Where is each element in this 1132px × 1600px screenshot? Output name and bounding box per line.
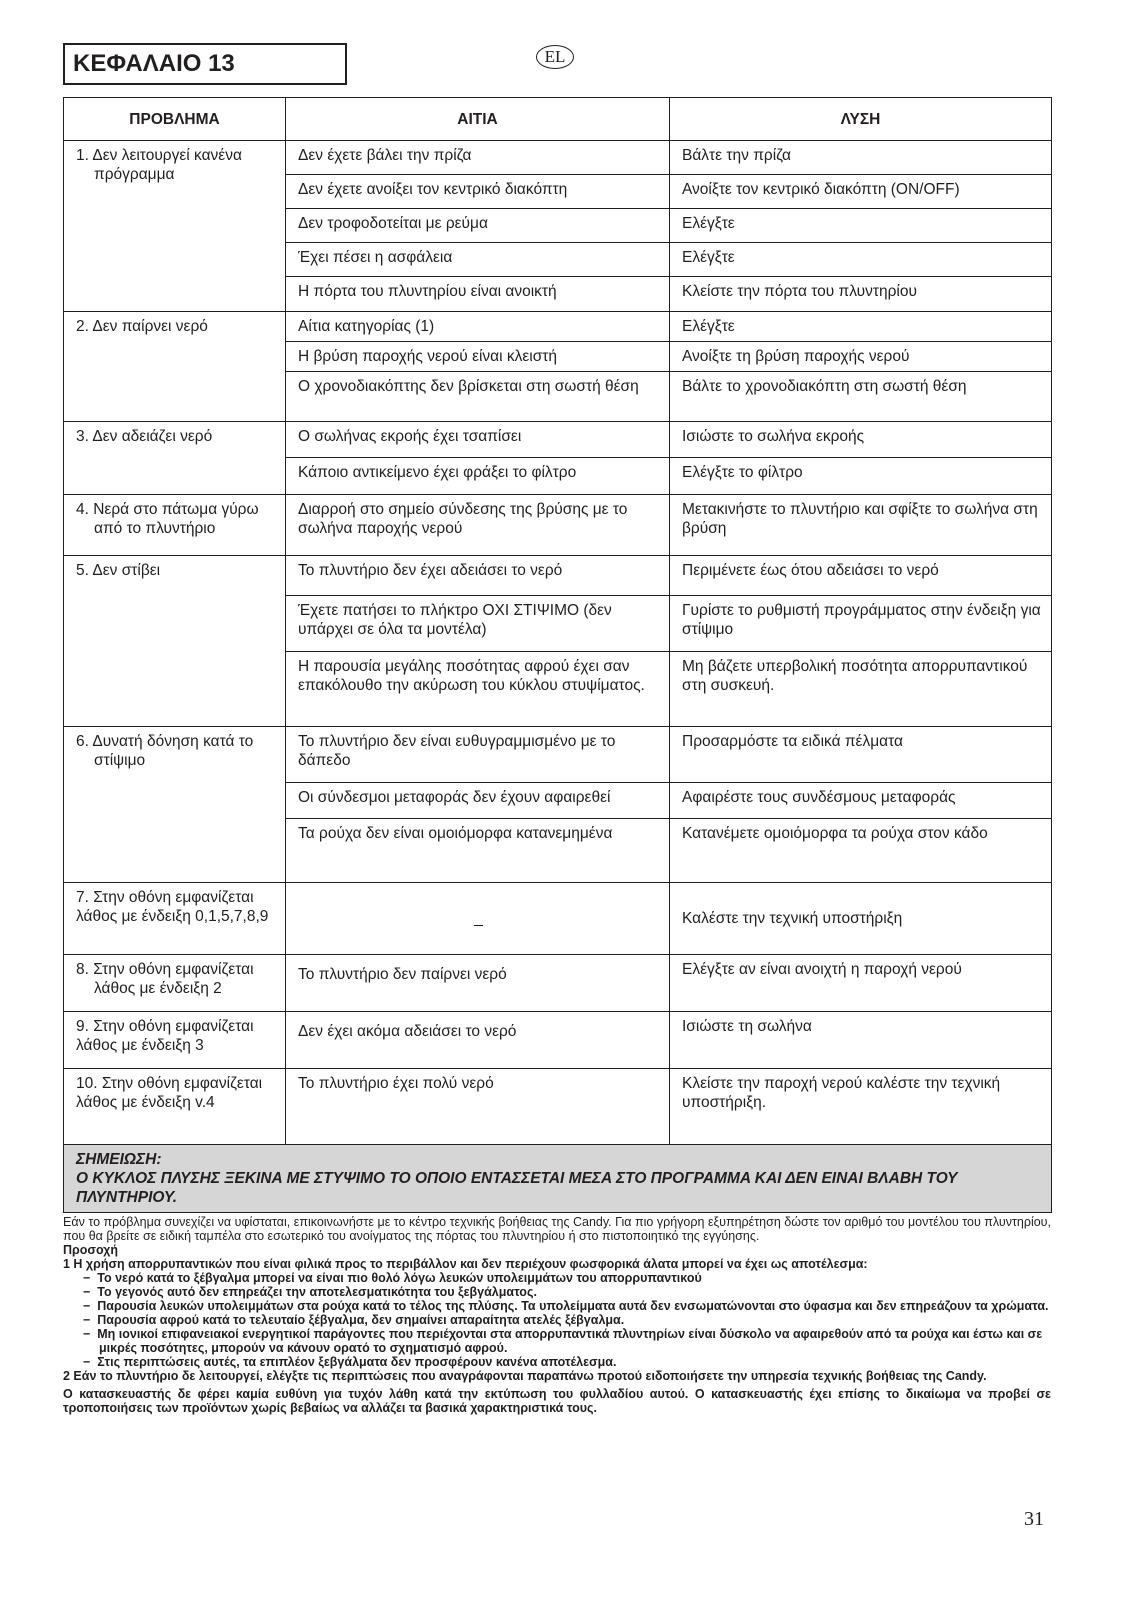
cause-cell: Η βρύση παροχής νερού είναι κλειστή — [286, 342, 670, 372]
solution-cell: Κλείστε την πόρτα του πλυντηρίου — [670, 277, 1052, 312]
table-header-row — [64, 98, 1052, 141]
intro-paragraph: Εάν το πρόβλημα συνεχίζει να υφίσταται, επικοινωνήστε με το κέντρο τεχνικής βοήθειας της Candy. Για πιο γρήγορη εξυπηρέτηση δώστε τον αριθμό του μοντέλου του πλυντηρίου, που θα βρείτε σε ειδική ταμπέλα στο εσωτερικό του ανοίγματος της πόρτας του πλυντηρίου ή στο πιστοποιητικό της εγγύησης. — [63, 1215, 1051, 1243]
solution-cell: Ελέγξτε το φίλτρο — [670, 458, 1052, 495]
footer-notes — [63, 1215, 1051, 1415]
cause-cell: Το πλυντήριο δεν έχει αδειάσει το νερό — [286, 556, 670, 596]
dash-item: − Παρουσία αφρού κατά το τελευταίο ξέβγαλμα, δεν σημαίνει απαραίτητα ατελές ξέβγαλμα. — [83, 1313, 625, 1327]
cause-cell: Ο χρονοδιακόπτης δεν βρίσκεται στη σωστή θέση — [286, 372, 670, 422]
solution-cell: Ανοίξτε τον κεντρικό διακόπτη (ON/OFF) — [670, 175, 1052, 209]
cause-cell: Έχει πέσει η ασφάλεια — [286, 243, 670, 277]
table-row — [64, 727, 1052, 783]
column-header-problem: ΠΡΟΒΛΗΜΑ — [64, 98, 286, 141]
solution-cell: Κατανέμετε ομοιόμορφα τα ρούχα στον κάδο — [670, 819, 1052, 883]
solution-cell: Περιμένετε έως ότου αδειάσει το νερό — [670, 556, 1052, 596]
troubleshooting-table — [63, 97, 1052, 1213]
dash-item: − Μη ιονικοί επιφανειακοί ενεργητικοί παράγοντες που περιέχονται στα απορρυπαντικά πλυντηρίων είναι δύσκολο να αφαιρεθούν από τα ρούχα και έστω και σε μικρές ποσότητες, μπορούν να κάνουν ορατό το σχηματισμό αφρού. — [83, 1327, 1043, 1355]
problem-cell: 6. Δυνατή δόνηση κατά το στίψιμο — [64, 727, 286, 883]
problem-cell: 4. Νερά στο πάτωμα γύρω από το πλυντήριο — [64, 495, 286, 556]
manufacturer-disclaimer: Ο κατασκευαστής δε φέρει καμία ευθύνη για τυχόν λάθη κατά την εκτύπωση του φυλλαδίου αυτού. Ο κατασκευαστής έχει επίσης το δικαίωμα να προβεί σε τροποποιήσεις των προϊόντων χωρίς βεβαίως να αλλάζει τα βασικά χαρακτηριστικά τους. — [63, 1387, 1051, 1415]
solution-cell: Ισιώστε το σωλήνα εκροής — [670, 422, 1052, 458]
note-text: Ο ΚΥΚΛΟΣ ΠΛΥΣΗΣ ΞΕΚΙΝΑ ΜΕ ΣΤΥΨΙΜΟ ΤΟ ΟΠΟΙΟ ΕΝΤΑΣΣΕΤΑΙ ΜΕΣΑ ΣΤΟ ΠΡΟΓΡΑΜΜΑ ΚΑΙ ΔΕΝ ΕΙΝΑΙ ΒΛΑΒΗ ΤΟΥ ΠΛΥΝΤΗΡΙΟΥ. — [76, 1170, 958, 1206]
column-header-solution: ΛΥΣΗ — [670, 98, 1052, 141]
note-box — [64, 1145, 1052, 1213]
cause-cell: Τα ρούχα δεν είναι ομοιόμορφα κατανεμημένα — [286, 819, 670, 883]
solution-cell: Ελέγξτε — [670, 243, 1052, 277]
problem-cell: 5. Δεν στίβει — [64, 556, 286, 727]
table-row — [64, 955, 1052, 1012]
problem-cell: 3. Δεν αδειάζει νερό — [64, 422, 286, 495]
cause-cell: Η παρουσία μεγάλης ποσότητας αφρού έχει σαν επακόλουθο την ακύρωση του κύκλου στυψίματος. — [286, 652, 670, 727]
column-header-cause: ΑΙΤΙΑ — [286, 98, 670, 141]
problem-cell: 1. Δεν λειτουργεί κανένα πρόγραμμα — [64, 141, 286, 312]
table-row — [64, 495, 1052, 556]
cause-cell: Δεν έχετε βάλει την πρίζα — [286, 141, 670, 175]
cause-cell: Δεν τροφοδοτείται με ρεύμα — [286, 209, 670, 243]
solution-cell: Καλέστε την τεχνική υποστήριξη — [670, 883, 1052, 955]
table-row — [64, 1012, 1052, 1069]
table-row — [64, 422, 1052, 458]
cause-cell: Το πλυντήριο δεν παίρνει νερό — [286, 955, 670, 1012]
solution-cell: Ελέγξτε αν είναι ανοιχτή η παροχή νερού — [670, 955, 1052, 1012]
attention-heading: Προσοχή — [63, 1243, 118, 1257]
problem-cell: 10. Στην οθόνη εμφανίζεται λάθος με ένδειξη v.4 — [64, 1069, 286, 1145]
dash-item: − Το νερό κατά το ξέβγαλμα μπορεί να είναι πιο θολό λόγω λευκών υπολειμμάτων του απορρυπαντικού — [83, 1271, 702, 1285]
dash-item: − Στις περιπτώσεις αυτές, τα επιπλέον ξεβγάλματα δεν προσφέρουν κανένα αποτέλεσμα. — [83, 1355, 617, 1369]
problem-cell: 2. Δεν παίρνει νερό — [64, 312, 286, 422]
solution-cell: Βάλτε το χρονοδιακόπτη στη σωστή θέση — [670, 372, 1052, 422]
chapter-title: ΚΕΦΑΛΑΙΟ 13 — [63, 43, 347, 85]
table-row — [64, 312, 1052, 342]
cause-cell: Κάποιο αντικείμενο έχει φράξει το φίλτρο — [286, 458, 670, 495]
problem-cell: 7. Στην οθόνη εμφανίζεται λάθος με ένδειξη 0,1,5,7,8,9 — [64, 883, 286, 955]
note-heading: ΣΗΜΕΙΩΣΗ: — [76, 1151, 162, 1168]
cause-cell: Το πλυντήριο έχει πολύ νερό — [286, 1069, 670, 1145]
solution-cell: Ανοίξτε τη βρύση παροχής νερού — [670, 342, 1052, 372]
cause-cell: Δεν έχει ακόμα αδειάσει το νερό — [286, 1012, 670, 1069]
dash-item: − Το γεγονός αυτό δεν επηρεάζει την αποτελεσματικότητα του ξεβγάλματος. — [83, 1285, 537, 1299]
solution-cell: Ελέγξτε — [670, 209, 1052, 243]
solution-cell: Προσαρμόστε τα ειδικά πέλματα — [670, 727, 1052, 783]
cause-cell: Το πλυντήριο δεν είναι ευθυγραμμισμένο με το δάπεδο — [286, 727, 670, 783]
cause-cell: Η πόρτα του πλυντηρίου είναι ανοικτή — [286, 277, 670, 312]
solution-cell: Γυρίστε το ρυθμιστή προγράμματος στην ένδειξη για στίψιμο — [670, 596, 1052, 652]
cause-cell: Ο σωλήνας εκροής έχει τσαπίσει — [286, 422, 670, 458]
solution-cell: Ελέγξτε — [670, 312, 1052, 342]
cause-cell: Οι σύνδεσμοι μεταφοράς δεν έχουν αφαιρεθεί — [286, 783, 670, 819]
solution-cell: Μη βάζετε υπερβολική ποσότητα απορρυπαντικού στη συσκευή. — [670, 652, 1052, 727]
cause-cell: Αίτια κατηγορίας (1) — [286, 312, 670, 342]
language-badge: EL — [536, 45, 574, 69]
table-row — [64, 883, 1052, 955]
table-row — [64, 141, 1052, 175]
problem-cell: 9. Στην οθόνη εμφανίζεται λάθος με ένδειξη 3 — [64, 1012, 286, 1069]
solution-cell: Βάλτε την πρίζα — [670, 141, 1052, 175]
cause-cell: Διαρροή στο σημείο σύνδεσης της βρύσης με το σωλήνα παροχής νερού — [286, 495, 670, 556]
solution-cell: Ισιώστε τη σωλήνα — [670, 1012, 1052, 1069]
cause-cell: Δεν έχετε ανοίξει τον κεντρικό διακόπτη — [286, 175, 670, 209]
solution-cell: Αφαιρέστε τους συνδέσμους μεταφοράς — [670, 783, 1052, 819]
attention-item-2: 2 Εάν το πλυντήριο δε λειτουργεί, ελέγξτε τις περιπτώσεις που αναγράφονται παραπάνω προτού ειδοποιήσετε την υπηρεσία τεχνικής βοήθειας της Candy. — [63, 1369, 987, 1383]
dash-item: − Παρουσία λευκών υπολειμμάτων στα ρούχα κατά το τέλος της πλύσης. Τα υπολείμματα αυτά δεν ενσωματώνονται στο ύφασμα και δεν επηρεάζουν τα χρώματα. — [83, 1299, 1049, 1313]
page-number: 31 — [1024, 1508, 1044, 1530]
cause-cell: _ — [286, 883, 670, 955]
attention-item-1: 1 Η χρήση απορρυπαντικών που είναι φιλικά προς το περιβάλλον και δεν περιέχουν φωσφορικά άλατα μπορεί να έχει ως αποτέλεσμα: — [63, 1257, 868, 1271]
problem-cell: 8. Στην οθόνη εμφανίζεται λάθος με ένδειξη 2 — [64, 955, 286, 1012]
solution-cell: Μετακινήστε το πλυντήριο και σφίξτε το σωλήνα στη βρύση — [670, 495, 1052, 556]
cause-cell: Έχετε πατήσει το πλήκτρο ΟΧΙ ΣΤΙΨΙΜΟ (δεν υπάρχει σε όλα τα μοντέλα) — [286, 596, 670, 652]
table-row — [64, 556, 1052, 596]
note-row — [64, 1145, 1052, 1213]
solution-cell: Κλείστε την παροχή νερού καλέστε την τεχνική υποστήριξη. — [670, 1069, 1052, 1145]
table-row — [64, 1069, 1052, 1145]
